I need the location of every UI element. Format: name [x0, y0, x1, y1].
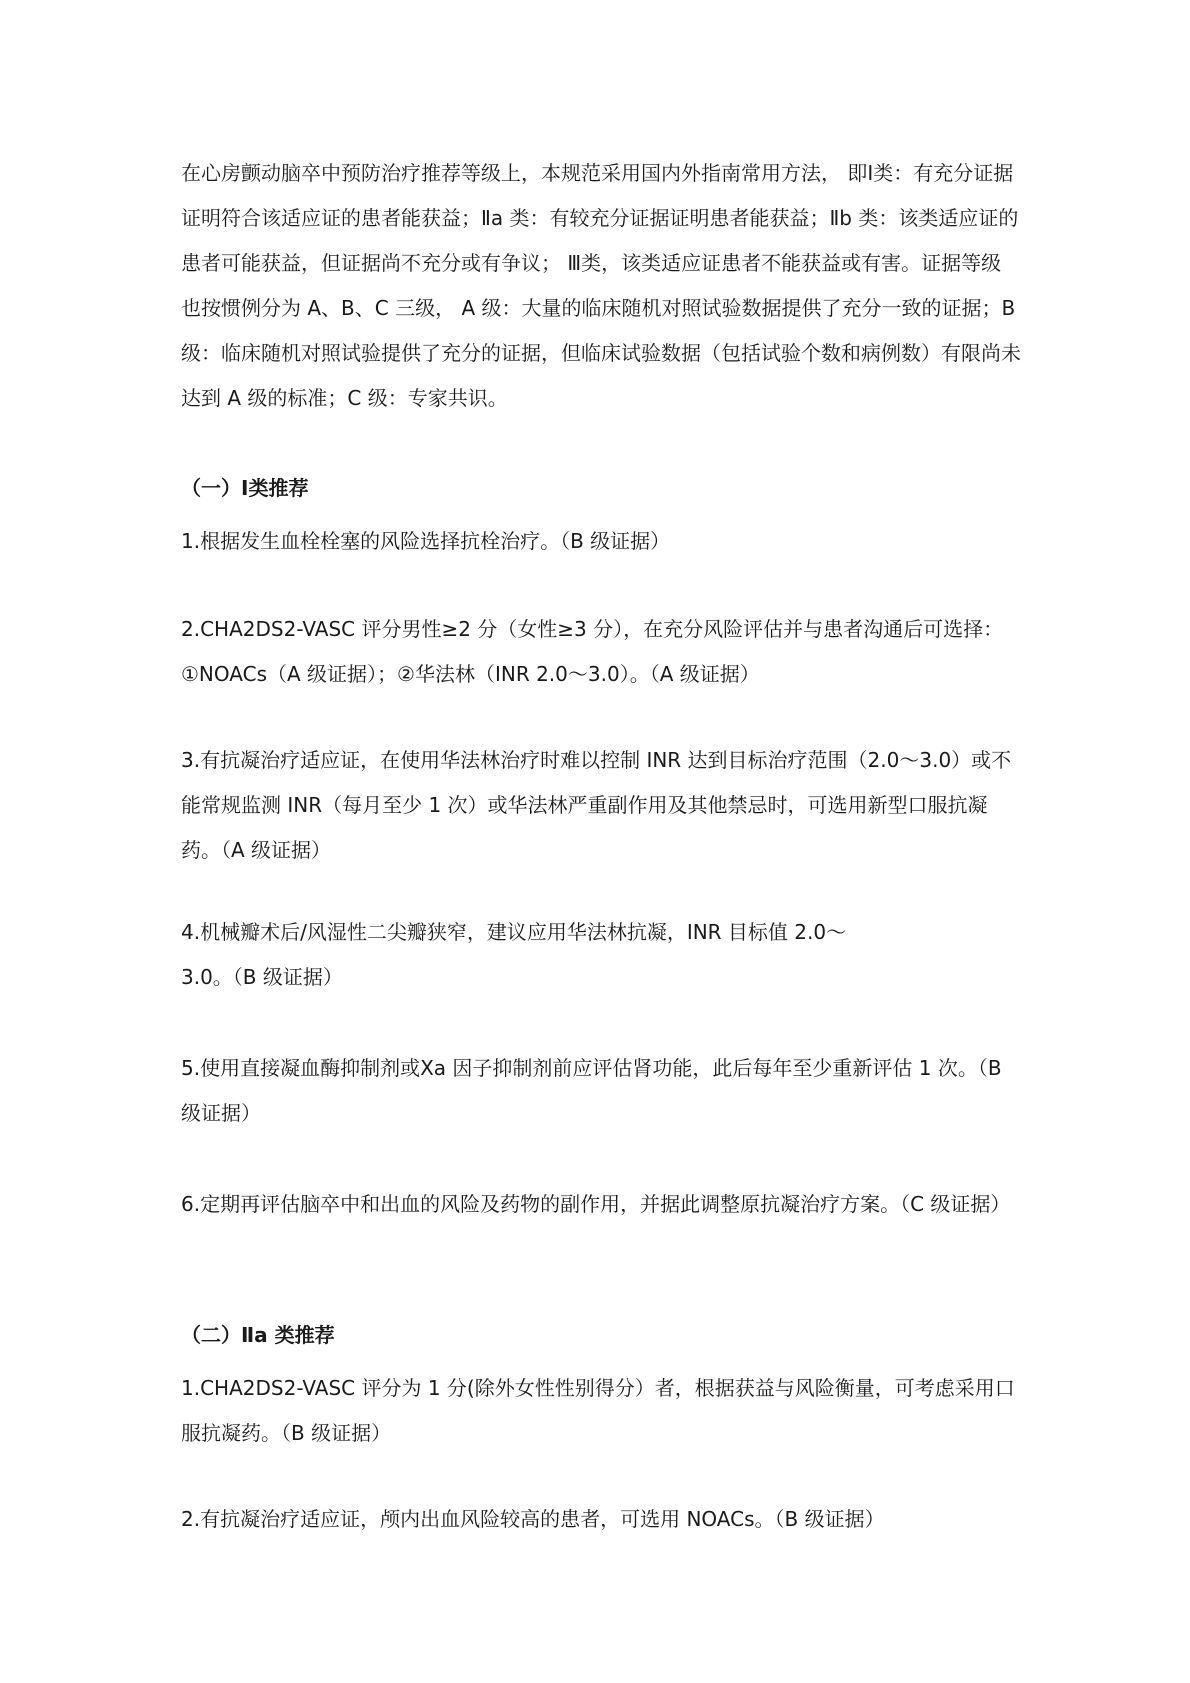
- section-heading-class-1: （一）Ⅰ类推荐: [181, 476, 309, 500]
- recommendation-item: 2.CHA2DS2-VASC 评分男性≥2 分（女性≥3 分），在充分风险评估并与患者沟通后可选择：①NOACs（A 级证据）；②华法林（INR 2.0～3.0）。（A 级证据）: [181, 617, 1004, 686]
- recommendation-item: 2.有抗凝治疗适应证，颅内出血风险较高的患者，可选用 NOACs。（B 级证据）: [181, 1507, 885, 1531]
- intro-paragraph: 在心房颤动脑卒中预防治疗推荐等级上，本规范采用国内外指南常用方法， 即Ⅰ类：有充分证据证明符合该适应证的患者能获益；Ⅱa 类：有较充分证据证明患者能获益；Ⅱb 类：该类适应证的患者可能获益，但证据尚不充分或有争议； Ⅲ类，该类适应证患者不能获益或有害。证据等级也按惯例分为 A、B、C 三级， A 级：大量的临床随机对照试验数据提供了充分一致的证据；B 级：临床随机对照试验提供了充分的证据，但临床试验数据（包括试验个数和病例数）有限尚未达到 A 级的标准；C 级：专家共识。: [181, 161, 1021, 410]
- recommendation-item: 3.有抗凝治疗适应证，在使用华法林治疗时难以控制 INR 达到目标治疗范围（2.0～3.0）或不能常规监测 INR（每月至少 1 次）或华法林严重副作用及其他禁忌时，可选用新型口服抗凝药。（A 级证据）: [181, 748, 1012, 862]
- section-heading-class-2a: （二）Ⅱa 类推荐: [181, 1323, 335, 1347]
- recommendation-item-line: 4.机械瓣术后/风湿性二尖瓣狭窄，建议应用华法林抗凝，INR 目标值 2.0～: [181, 920, 847, 944]
- recommendation-item: 1.根据发生血栓栓塞的风险选择抗栓治疗。（B 级证据）: [181, 529, 671, 553]
- recommendation-item: 1.CHA2DS2-VASC 评分为 1 分(除外女性性别得分）者，根据获益与风险衡量，可考虑采用口服抗凝药。（B 级证据）: [181, 1376, 1015, 1445]
- recommendation-item: 6.定期再评估脑卒中和出血的风险及药物的副作用，并据此调整原抗凝治疗方案。（C 级证据）: [181, 1192, 1011, 1216]
- recommendation-item-line: 3.0。（B 级证据）: [181, 965, 343, 989]
- recommendation-item: [181, 910, 1021, 1000]
- recommendation-item: 5.使用直接凝血酶抑制剂或Ⅹa 因子抑制剂前应评估肾功能，此后每年至少重新评估 1 次。（B 级证据）: [181, 1056, 1002, 1125]
